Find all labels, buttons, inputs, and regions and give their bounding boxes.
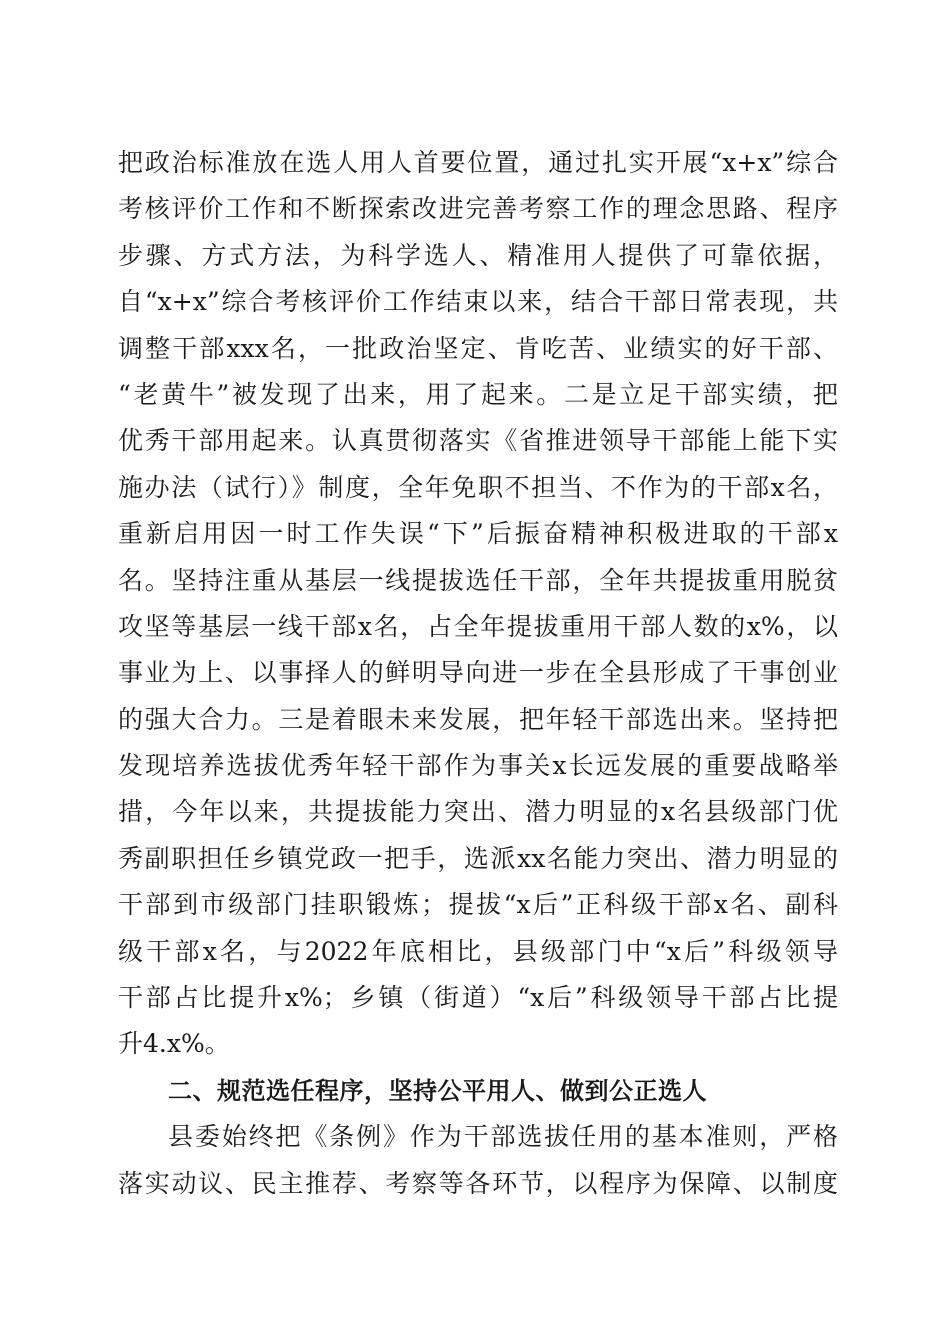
text-line: 级干部x名，与2022年底相比，县级部门中“x后”科级领导	[118, 936, 838, 966]
text-line: 自“x+x”综合考核评价工作结束以来，结合干部日常表现，共	[118, 287, 838, 317]
text-line: 考核评价工作和不断探索改进完善考察工作的理念思路、程序	[118, 194, 838, 224]
text-line: 名。坚持注重从基层一线提拔选任干部，全年共提拔重用脱贫	[118, 565, 838, 595]
text-line: 调整干部xxx名，一批政治坚定、肯吃苦、业绩实的好干部、	[118, 333, 838, 363]
text-line: 落实动议、民主推荐、考察等各环节，以程序为保障、以制度	[118, 1168, 838, 1198]
text-line: “老黄牛”被发现了出来，用了起来。二是立足干部实绩，把	[118, 379, 838, 409]
text-line: 干部占比提升x%；乡镇（街道）“x后”科级领导干部占比提	[118, 983, 838, 1013]
section-heading: 二、规范选任程序，坚持公平用人、做到公正选人	[168, 1076, 707, 1105]
paragraph-selection-procedure	[118, 1114, 838, 1207]
text-line-last: 升4.x%。	[118, 1029, 230, 1059]
document-body	[118, 140, 838, 1207]
paragraph-selection-results	[118, 140, 838, 1068]
text-line: 攻坚等基层一线干部x名，占全年提拔重用干部人数的x%，以	[118, 611, 838, 641]
text-line: 干部到市级部门挂职锻炼；提拔“x后”正科级干部x名、副科	[118, 890, 838, 920]
text-line: 的强大合力。三是着眼未来发展，把年轻干部选出来。坚持把	[118, 704, 838, 734]
text-line: 重新启用因一时工作失误“下”后振奋精神积极进取的干部x	[118, 519, 838, 549]
text-line: 措，今年以来，共提拔能力突出、潜力明显的x名县级部门优	[118, 797, 838, 827]
text-line: 县委始终把《条例》作为干部选拔任用的基本准则，严格	[168, 1122, 838, 1152]
text-line: 优秀干部用起来。认真贯彻落实《省推进领导干部能上能下实	[118, 426, 838, 456]
text-line: 步骤、方式方法，为科学选人、精准用人提供了可靠依据，	[118, 240, 838, 270]
text-line: 发现培养选拔优秀年轻干部作为事关x长远发展的重要战略举	[118, 751, 838, 781]
text-line: 施办法（试行）》制度，全年免职不担当、不作为的干部x名，	[118, 472, 838, 502]
text-line: 把政治标准放在选人用人首要位置，通过扎实开展“x+x”综合	[118, 148, 838, 177]
text-line: 秀副职担任乡镇党政一把手，选派xx名能力突出、潜力明显的	[118, 843, 838, 873]
text-line: 事业为上、以事择人的鲜明导向进一步在全县形成了干事创业	[118, 658, 838, 688]
